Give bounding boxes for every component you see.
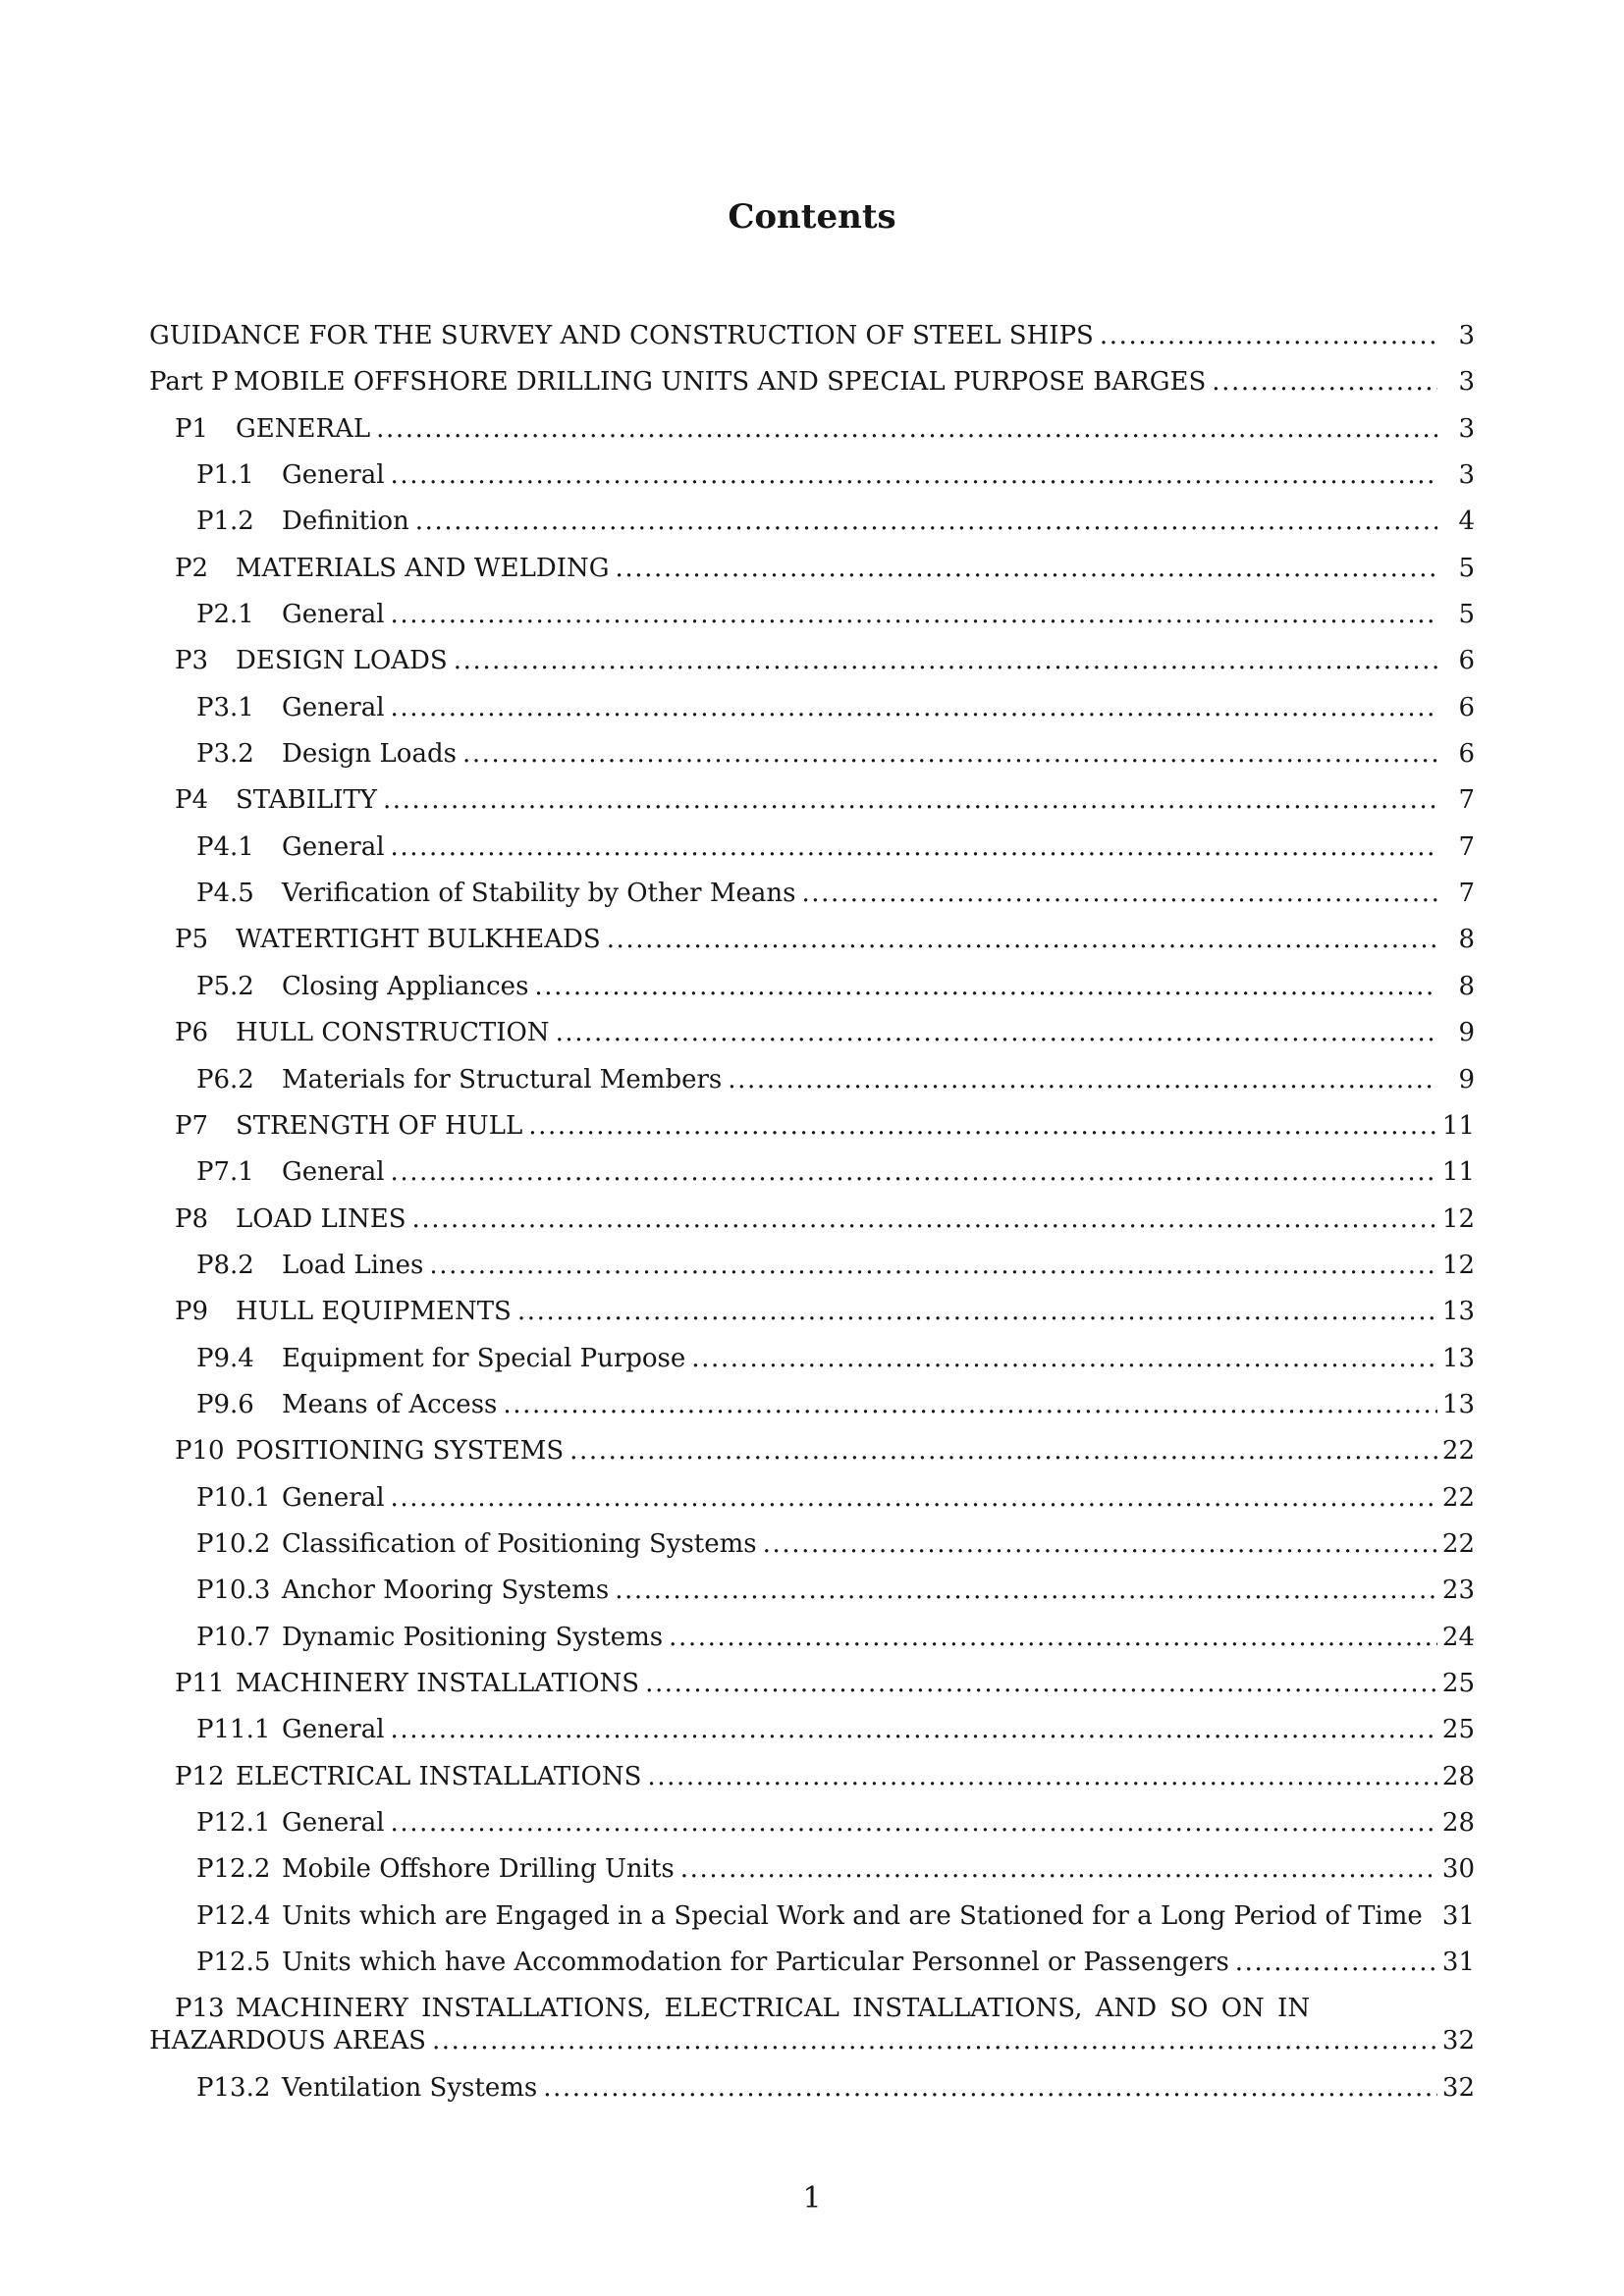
toc-entry-title: Closing Appliances [282,971,529,1001]
toc-entry-title: General [282,1482,385,1513]
toc-entry-page: 31 [1441,1948,1475,1978]
toc-entry-title: MACHINERY INSTALLATIONS, ELECTRICAL INSTALLATIONS, AND SO ON IN [236,1994,1311,2024]
toc-entry-label: P12.5 [196,1948,271,1978]
toc-entry-label: P6.2 [196,1064,254,1095]
toc-entry-label: P4.1 [196,831,254,862]
page-title: Contents [728,197,896,237]
toc-entry-label: P13 [175,1994,225,2024]
toc-entry-label: P7.1 [196,1157,254,1188]
toc-entry-label: Part P [149,367,229,398]
toc-entry-page: 23 [1441,1575,1475,1606]
toc-entry-page: 7 [1458,785,1475,816]
toc-entry-page: 5 [1458,553,1475,583]
toc-entry-label: P13.2 [196,2072,271,2103]
toc-entry [149,878,1475,910]
toc-entry-label: P8.2 [196,1250,254,1280]
toc-entry-title: GENERAL [236,413,371,444]
toc-entry-title: MACHINERY INSTALLATIONS [236,1668,640,1698]
toc-entry [149,1250,1475,1282]
toc-entry-page: 4 [1458,507,1475,537]
toc-entry-title: HULL CONSTRUCTION [236,1018,550,1048]
toc-entry [149,599,1475,631]
toc-entry-page: 8 [1458,971,1475,1001]
toc-entry-title: WATERTIGHT BULKHEADS [236,925,601,955]
dot-leader [615,1575,1437,1607]
toc-entry [149,413,1475,446]
toc-entry [149,506,1475,538]
toc-entry-page: 25 [1441,1668,1475,1698]
toc-entry-page: 13 [1441,1297,1475,1327]
toc-entry-title: General [282,831,385,862]
toc-entry-label: P9 [175,1297,209,1327]
toc-entry [149,1435,1475,1468]
toc-entry [149,738,1475,771]
dot-leader [391,831,1437,864]
dot-leader [1235,1947,1437,1979]
toc-entry-title: Anchor Mooring Systems [282,1575,610,1606]
dot-leader [391,1482,1437,1515]
toc-entry-page: 32 [1441,2026,1475,2056]
toc-entry-page: 32 [1441,2072,1475,2103]
toc-entry-page: 6 [1458,646,1475,676]
toc-entry-label: P3.1 [196,692,254,722]
dot-leader [391,599,1437,631]
toc-entry-title: Units which have Accommodation for Particular Personnel or Passengers [282,1948,1229,1978]
dot-leader [454,645,1437,677]
toc-entry-title: LOAD LINES [236,1203,406,1234]
toc-entry-title: Load Lines [282,1250,424,1280]
toc-entry-page: 12 [1441,1203,1475,1234]
toc-entry [149,924,1475,956]
toc-entry [149,1203,1475,1236]
toc-entry-label: P12.4 [196,1900,271,1931]
dot-leader [728,1064,1437,1096]
toc-entry-page: 7 [1458,879,1475,909]
dot-leader [616,553,1437,585]
toc-entry-label: P3 [175,646,209,676]
dot-leader [691,1343,1437,1375]
dot-leader [391,459,1437,492]
toc-entry [149,1947,1475,1979]
toc-entry-title: Definition [282,507,409,537]
toc-entry-title: GUIDANCE FOR THE SURVEY AND CONSTRUCTION OF STEEL SHIPS [149,321,1094,350]
toc-list [149,320,1475,2118]
footer-page-number: 1 [802,2181,822,2216]
toc-entry-label: P5 [175,925,209,955]
toc-entry [149,1064,1475,1096]
toc-entry-label: P11 [175,1668,225,1698]
toc-entry [149,1389,1475,1421]
dot-leader [534,971,1437,1003]
dot-leader [647,1761,1437,1793]
toc-entry-label: P10.3 [196,1575,271,1606]
toc-entry [149,1853,1475,1886]
toc-entry-label: P12.1 [196,1808,271,1838]
toc-entry-label: P6 [175,1018,209,1048]
dot-leader [412,1203,1437,1236]
toc-entry-title: POSITIONING SYSTEMS [236,1436,565,1467]
toc-entry-page: 30 [1441,1854,1475,1885]
dot-leader [607,924,1437,956]
toc-entry-label: P12 [175,1761,225,1791]
toc-entry-page: 11 [1441,1110,1475,1141]
toc-entry-title: General [282,460,385,491]
dot-leader [432,2025,1437,2057]
toc-entry-label: P8 [175,1203,209,1234]
dot-leader [680,1853,1437,1886]
toc-entry-label: P3.2 [196,739,254,770]
toc-entry [149,1900,1475,1933]
dot-leader [801,878,1437,910]
toc-entry-title: Verification of Stability by Other Means [282,879,796,909]
toc-entry-label: P2.1 [196,600,254,630]
toc-entry [149,1110,1475,1143]
toc-entry-page: 11 [1441,1157,1475,1188]
toc-entry-label: P10 [175,1436,225,1467]
toc-entry [149,645,1475,677]
toc-entry [149,971,1475,1003]
toc-entry-label: P11.1 [196,1715,271,1745]
toc-entry-title: Classification of Positioning Systems [282,1528,757,1559]
dot-leader [391,692,1437,724]
toc-entry-page: 13 [1441,1343,1475,1373]
toc-entry-page: 25 [1441,1715,1475,1745]
toc-entry-page: 22 [1441,1436,1475,1467]
toc-entry [149,1993,1475,2025]
dot-leader [376,413,1437,446]
toc-entry-label: P12.2 [196,1854,271,1885]
toc-entry [149,1528,1475,1561]
dot-leader [763,1528,1437,1561]
toc-entry-label: P1.1 [196,460,254,491]
dot-leader [669,1622,1437,1654]
toc-entry-page: 28 [1441,1808,1475,1838]
toc-entry-label: P4.5 [196,879,254,909]
dot-leader [556,1017,1437,1049]
toc-entry-page: 6 [1458,739,1475,770]
toc-entry-label: P10.2 [196,1528,271,1559]
toc-entry [149,1622,1475,1654]
dot-leader [462,738,1437,771]
dot-leader [1212,366,1437,399]
dot-leader [543,2072,1437,2105]
toc-entry-title: Mobile Offshore Drilling Units [282,1854,675,1885]
toc-entry [149,366,1475,399]
dot-leader [569,1435,1437,1468]
toc-entry-label: P4 [175,785,209,816]
toc-entry [149,1017,1475,1049]
toc-entry [149,1343,1475,1375]
toc-entry [149,1668,1475,1700]
dot-leader [391,1156,1437,1189]
toc-entry-title: General [282,1157,385,1188]
dot-leader [1100,320,1437,352]
toc-entry-page: 7 [1458,831,1475,862]
toc-entry [149,1761,1475,1793]
toc-entry [149,831,1475,864]
toc-entry-label: P5.2 [196,971,254,1001]
toc-entry-page: 22 [1441,1528,1475,1559]
toc-entry-title: HULL EQUIPMENTS [236,1297,512,1327]
toc-entry [149,784,1475,817]
toc-entry-page: 28 [1441,1761,1475,1791]
dot-leader [383,784,1437,817]
dot-leader [429,1250,1437,1282]
dot-leader [391,1807,1437,1840]
toc-entry-title: Materials for Structural Members [282,1064,723,1095]
toc-entry-label: P1.2 [196,507,254,537]
toc-entry-title: General [282,600,385,630]
toc-entry-title: General [282,1715,385,1745]
toc-entry-page: 9 [1458,1064,1475,1095]
dot-leader [645,1668,1437,1700]
toc-entry-label: P10.7 [196,1622,271,1652]
toc-entry-label: P10.1 [196,1482,271,1513]
toc-entry [149,320,1475,352]
toc-entry [149,1714,1475,1746]
dot-leader [503,1389,1437,1421]
toc-entry [149,1807,1475,1840]
toc-entry-page: 12 [1441,1250,1475,1280]
toc-entry-page: 3 [1458,460,1475,491]
toc-entry-title: MOBILE OFFSHORE DRILLING UNITS AND SPECIAL PURPOSE BARGES [234,367,1207,398]
dot-leader [517,1296,1437,1328]
toc-entry-page: 13 [1441,1389,1475,1419]
toc-entry-title: Equipment for Special Purpose [282,1343,686,1373]
toc-entry-label: P7 [175,1110,209,1141]
toc-entry-title: Ventilation Systems [282,2072,538,2103]
toc-entry-page: 9 [1458,1018,1475,1048]
dot-leader [528,1110,1437,1143]
toc-entry-page: 3 [1458,367,1475,398]
toc-entry-title: HAZARDOUS AREAS [149,2026,426,2056]
dot-leader [415,506,1437,538]
toc-entry [149,1296,1475,1328]
toc-entry-page: 24 [1441,1622,1475,1652]
toc-entry-page: 3 [1458,321,1475,350]
toc-entry-page: 31 [1441,1900,1475,1931]
toc-entry [149,553,1475,585]
toc-entry [149,459,1475,492]
toc-entry-label: P2 [175,553,209,583]
toc-entry-title: Units which are Engaged in a Special Work and are Stationed for a Long Period of Time [282,1900,1423,1931]
toc-entry-title: General [282,692,385,722]
toc-entry-page: 5 [1458,600,1475,630]
dot-leader [391,1714,1437,1746]
toc-entry-title: STRENGTH OF HULL [236,1110,523,1141]
toc-entry [149,692,1475,724]
toc-entry-title: Design Loads [282,739,457,770]
toc-entry-title: Dynamic Positioning Systems [282,1622,664,1652]
toc-entry-page: 3 [1458,413,1475,444]
toc-entry [149,1575,1475,1607]
toc-entry-page: 8 [1458,925,1475,955]
toc-entry-title: ELECTRICAL INSTALLATIONS [236,1761,642,1791]
toc-entry-title: DESIGN LOADS [236,646,448,676]
toc-entry-page: 6 [1458,692,1475,722]
toc-entry-page: 22 [1441,1482,1475,1513]
toc-entry [149,2072,1475,2105]
toc-entry-label: P9.4 [196,1343,254,1373]
toc-entry-label: P1 [175,413,209,444]
toc-entry-title: MATERIALS AND WELDING [236,553,610,583]
toc-entry-label: P9.6 [196,1389,254,1419]
toc-entry-title: General [282,1808,385,1838]
toc-entry [149,1482,1475,1515]
toc-entry [149,1156,1475,1189]
toc-entry-title: STABILITY [236,785,377,816]
toc-entry-title: Means of Access [282,1389,498,1419]
toc-entry-continuation [149,2025,1475,2057]
